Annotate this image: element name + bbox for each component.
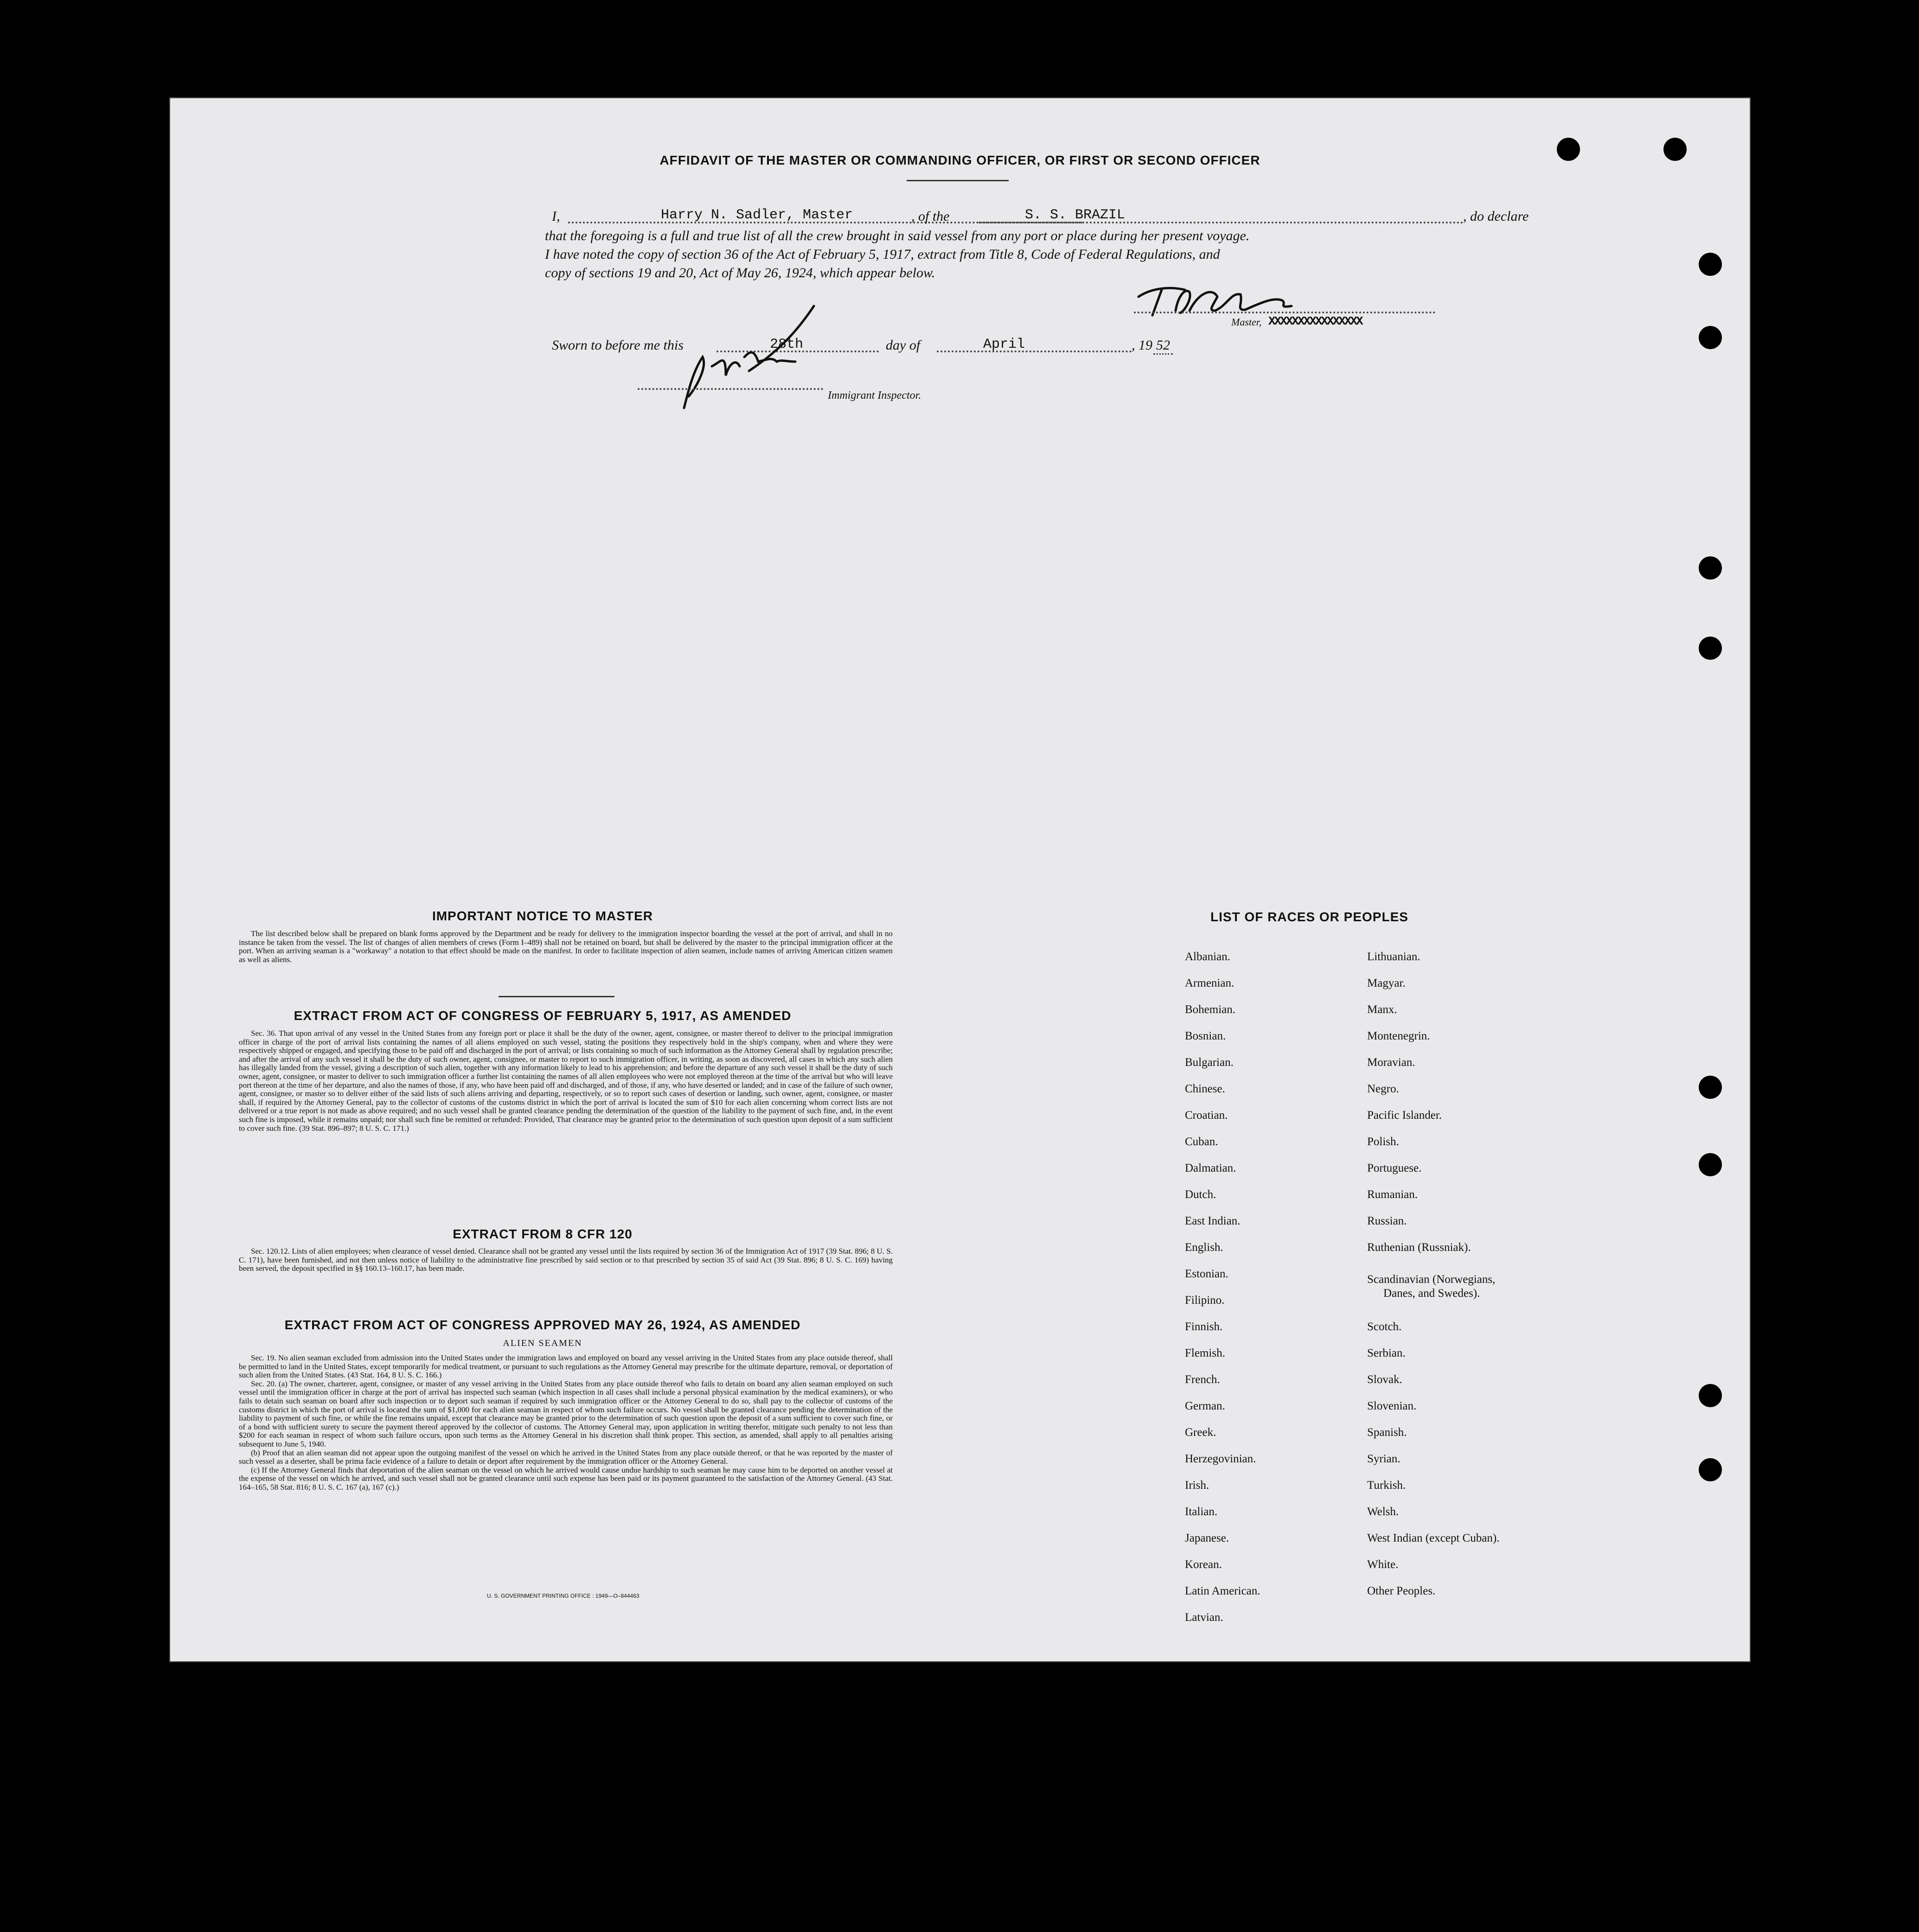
race-item: Bohemian. xyxy=(1185,1003,1236,1016)
race-item: Japanese. xyxy=(1185,1532,1229,1544)
punch-hole xyxy=(1699,1076,1722,1099)
divider xyxy=(907,180,1009,181)
punch-hole xyxy=(1699,1384,1722,1407)
race-item: Latvian. xyxy=(1185,1611,1223,1624)
notice-text xyxy=(239,930,893,964)
race-item: Scandinavian (Norwegians, xyxy=(1367,1273,1496,1286)
year-prefix: , 19 xyxy=(1132,338,1152,353)
race-item: Dalmatian. xyxy=(1185,1162,1236,1174)
master-name-value: Harry N. Sadler, Master xyxy=(661,207,853,223)
inspector-signature-line xyxy=(638,388,823,390)
race-item: Slovenian. xyxy=(1367,1400,1417,1412)
race-item: East Indian. xyxy=(1185,1215,1241,1227)
form-sheet xyxy=(169,97,1751,1662)
notice-title: IMPORTANT NOTICE TO MASTER xyxy=(432,909,653,923)
sworn-label: Sworn to before me this xyxy=(552,338,684,353)
race-item: Portuguese. xyxy=(1367,1162,1422,1174)
section-19-paragraph: Sec. 19. No alien seaman excluded from admission into the United States under the immigration laws and employed on board any vessel arriving in the United States from any place outside thereof, shall be permitted to land in the United States, except temporarily for medical treatment, or pursuant to such regulations as the Attorney General may prescribe for the ultimate departure, removal, or deportation of such alien from the United States. (43 Stat. 164, 8 U. S. C. 166.) xyxy=(239,1353,893,1380)
race-item: Slovak. xyxy=(1367,1373,1402,1386)
section-20b-paragraph: (b) Proof that an alien seaman did not appear upon the outgoing manifest of the vessel on which he arrived in the United States from any place outside thereof, or that he was reported by the master of such vessel as a deserter, shall be prima facie evidence of a failure to detain or deport after requirement by the immigration officer or the Attorney General. xyxy=(239,1448,893,1466)
punch-hole xyxy=(1699,326,1722,349)
punch-hole xyxy=(1699,556,1722,580)
race-item: Montenegrin. xyxy=(1367,1030,1430,1042)
punch-hole xyxy=(1699,1458,1722,1481)
race-item: Pacific Islander. xyxy=(1367,1109,1442,1122)
extract-1917-title: EXTRACT FROM ACT OF CONGRESS OF FEBRUARY 5, 1917, AS AMENDED xyxy=(294,1008,792,1023)
extract-cfr-title: EXTRACT FROM 8 CFR 120 xyxy=(453,1227,633,1241)
race-item: West Indian (except Cuban). xyxy=(1367,1532,1500,1544)
master-signature xyxy=(1134,278,1301,320)
race-item: Dutch. xyxy=(1185,1188,1216,1201)
race-item: French. xyxy=(1185,1373,1220,1386)
affidavit-line-4: copy of sections 19 and 20, Act of May 26, 1924, which appear below. xyxy=(545,265,935,281)
race-item: Armenian. xyxy=(1185,977,1235,989)
race-item: Italian. xyxy=(1185,1505,1218,1518)
affidavit-title: AFFIDAVIT OF THE MASTER OR COMMANDING OFFICER, OR FIRST OR SECOND OFFICER xyxy=(659,153,1260,167)
punch-hole xyxy=(1699,1153,1722,1176)
extract-cfr-text xyxy=(239,1247,893,1273)
do-declare-label: , do declare xyxy=(1463,209,1529,224)
race-item: Filipino. xyxy=(1185,1294,1225,1307)
race-item: Turkish. xyxy=(1367,1479,1406,1492)
printer-imprint: U. S. GOVERNMENT PRINTING OFFICE : 1949—O–844463 xyxy=(487,1593,640,1599)
notice-paragraph: The list described below shall be prepared on blank forms approved by the Department and be ready for delivery to the immigration inspector boarding the vessel at the port of arrival, and shall in no instance be taken from the vessel. The list of changes of alien members of crews (Form I–489) shall not be retained on board, but shall be delivered by the master to the principal immigration officer at the port. When an arriving seaman is a "workaway" a notation to that effect should be made on the manifest. In order to facilitate inspection of alien seamen, include names of arriving American citizen seamen as well as aliens. xyxy=(239,929,893,964)
section-20c-paragraph: (c) If the Attorney General finds that deportation of the alien seaman on the vessel on which he arrived would cause undue hardship to such seaman he may cause him to be deported on another vessel at the expense of the vessel on which he arrived, and such vessel shall not be granted clearance until such expense has been paid or its payment guaranteed to the satisfaction of the Attorney General. (43 Stat. 164–165, 58 Stat. 816; 8 U. S. C. 167 (a), 167 (c).) xyxy=(239,1465,893,1492)
day-value: 28th xyxy=(770,337,804,352)
race-item: Scotch. xyxy=(1367,1320,1402,1333)
race-item: Herzegovinian. xyxy=(1185,1453,1256,1465)
section-36-paragraph: Sec. 36. That upon arrival of any vessel in the United States from any foreign port or place it shall be the duty of the owner, agent, consignee, or master thereof to deliver to the principal immigration officer in charge of the port of arrival lists containing the names of all aliens employed on such vessel, stating the positions they respectively hold in the ship's company, when and where they were respectively shipped or engaged, and specifying those to be paid off and discharged in the port of arrival; or lists containing so much of such information as the Attorney General shall by regulation prescribe; and after the arrival of any such vessel it shall be the duty of such owner, agent, consignee, or master to report to such immigration officer, in writing, as soon as discovered, all cases in which any such alien has illegally landed from the vessel, giving a description of such alien, together with any information likely to lead to his apprehension; and before the departure of any such vessel it shall be the duty of such owner, agent, consignee, or master to deliver to such immigration officer a further list containing the names of all alien employees who were not employed thereon at the time of the arrival but who will leave port thereon at the time of her departure, and also the names of those, if any, who have been paid off and discharged, and of those, if any, who have deserted or landed; and in case of the failure of such owner, agent, consignee, or master so to deliver either of the said lists of such aliens arriving and departing, respectively, or so to report such cases of desertion or landing, such owner, agent, consignee, or master shall, if required by the Attorney General, pay to the collector of customs of the customs district in which the port of arrival is located the sum of $10 for each alien concerning whom correct lists are not delivered or a true report is not made as above required; and no such vessel shall be granted clearance pending the determination of the question of the liability to the payment of such fine, and, in the event such fine is imposed, while it remains unpaid; nor shall such fine be remitted or refunded: Provided, That clearance may be granted prior to the determination of such question upon deposit of a sum sufficient to cover such fine. (39 Stat. 896–897; 8 U. S. C. 171.) xyxy=(239,1029,893,1133)
affidavit-line-3: I have noted the copy of section 36 of the Act of February 5, 1917, extract from Title 8, Code of Federal Regulations, and xyxy=(545,247,1220,262)
race-item: Bosnian. xyxy=(1185,1030,1226,1042)
race-item: Korean. xyxy=(1185,1558,1222,1571)
of-the-label: , of the xyxy=(911,209,950,224)
punch-hole xyxy=(1557,138,1580,161)
punch-hole xyxy=(1699,253,1722,276)
race-item: Polish. xyxy=(1367,1135,1399,1148)
race-item: Croatian. xyxy=(1185,1109,1228,1122)
affidavit-line-2: that the foregoing is a full and true list of all the crew brought in said vessel from any port or place during her present voyage. xyxy=(545,228,1250,243)
master-label: Master, xyxy=(1231,316,1262,328)
year-value: 52 xyxy=(1153,338,1173,355)
divider xyxy=(499,996,614,997)
race-item: Chinese. xyxy=(1185,1083,1225,1095)
race-item: Greek. xyxy=(1185,1426,1216,1439)
master-title-struck: XXXXXXXXXXXXXXXX xyxy=(1268,314,1362,328)
race-item: Rumanian. xyxy=(1367,1188,1418,1201)
race-item: Danes, and Swedes). xyxy=(1383,1287,1480,1300)
race-item: Lithuanian. xyxy=(1367,950,1420,963)
race-item: Moravian. xyxy=(1367,1056,1415,1069)
race-item: White. xyxy=(1367,1558,1399,1571)
race-item: Irish. xyxy=(1185,1479,1209,1492)
race-item: Bulgarian. xyxy=(1185,1056,1234,1069)
inspector-label: Immigrant Inspector. xyxy=(828,389,921,402)
race-item: Welsh. xyxy=(1367,1505,1399,1518)
race-item: Syrian. xyxy=(1367,1453,1401,1465)
extract-1917-text xyxy=(239,1029,893,1133)
race-item: Manx. xyxy=(1367,1003,1397,1016)
race-item: Finnish. xyxy=(1185,1320,1223,1333)
section-120-12-paragraph: Sec. 120.12. Lists of alien employees; when clearance of vessel denied. Clearance shall not be granted any vessel until the lists required by section 36 of the Immigration Act of 1917 (39 Stat. 896; 8 U. S. C. 171), have been furnished, and not then unless notice of liability to the administrative fine prescribed by said section or to that prescribed by section 35 of said Act (39 Stat. 896; 8 U. S. C. 169) having been served, the deposit specified in §§ 160.13–160.17, has been made. xyxy=(239,1247,893,1273)
vessel-value: S. S. BRAZIL xyxy=(1025,207,1126,223)
affidavit-prefix: I, xyxy=(552,209,560,224)
races-title: LIST OF RACES OR PEOPLES xyxy=(1210,910,1408,924)
race-item: Serbian. xyxy=(1367,1347,1406,1359)
month-line xyxy=(937,351,1132,352)
punch-hole xyxy=(1663,138,1687,161)
race-item: Albanian. xyxy=(1185,950,1230,963)
race-item: Spanish. xyxy=(1367,1426,1407,1439)
race-item: Flemish. xyxy=(1185,1347,1225,1359)
race-item: Magyar. xyxy=(1367,977,1406,989)
race-item: Cuban. xyxy=(1185,1135,1218,1148)
race-item: Estonian. xyxy=(1185,1268,1228,1280)
extract-1924-title: EXTRACT FROM ACT OF CONGRESS APPROVED MAY 26, 1924, AS AMENDED xyxy=(284,1318,801,1332)
race-item: English. xyxy=(1185,1241,1223,1254)
race-item: Latin American. xyxy=(1185,1585,1260,1597)
extract-1924-text xyxy=(239,1354,893,1492)
month-value: April xyxy=(983,337,1025,352)
section-20a-paragraph: Sec. 20. (a) The owner, charterer, agent, consignee, or master of any vessel arriving in the United States from any place outside thereof who fails to detain on board any alien seaman employed on such vessel until the immigration officer in charge at the port of arrival has inspected such seaman (which inspection in all cases shall include a personal physical examination by the medical examiners), or who fails to detain such seaman on board after such inspection or to deport such seaman if required by such immigration officer or the Attorney General to do so, shall pay to the collector of customs of the customs district in which the port of arrival is located the sum of $1,000 for each alien seaman in respect of whom such failure occurs. No vessel shall be granted clearance pending the determination of the liability to payment of such fine, or while the fine remains unpaid, except that clearance may be granted prior to the determination of such question upon the deposit of a sum sufficient to cover such fine, or of a bond with sufficient surety to secure the payment thereof approved by the collector of customs. The Attorney General may, upon application in writing therefor, mitigate such penalty to not less than $200 for each seaman in respect of whom such failure occurs, upon such terms as the Attorney General in his discretion shall think proper. This section, as amended, shall apply to all penalties arising subsequent to June 5, 1940. xyxy=(239,1379,893,1448)
master-signature-line xyxy=(1134,312,1435,313)
race-item: Russian. xyxy=(1367,1215,1407,1227)
day-of-label: day of xyxy=(886,338,921,353)
race-item: Other Peoples. xyxy=(1367,1585,1436,1597)
punch-hole xyxy=(1699,637,1722,660)
race-item: Ruthenian (Russniak). xyxy=(1367,1241,1471,1254)
race-item: German. xyxy=(1185,1400,1225,1412)
alien-seamen-subtitle: ALIEN SEAMEN xyxy=(503,1338,582,1348)
race-item: Negro. xyxy=(1367,1083,1399,1095)
